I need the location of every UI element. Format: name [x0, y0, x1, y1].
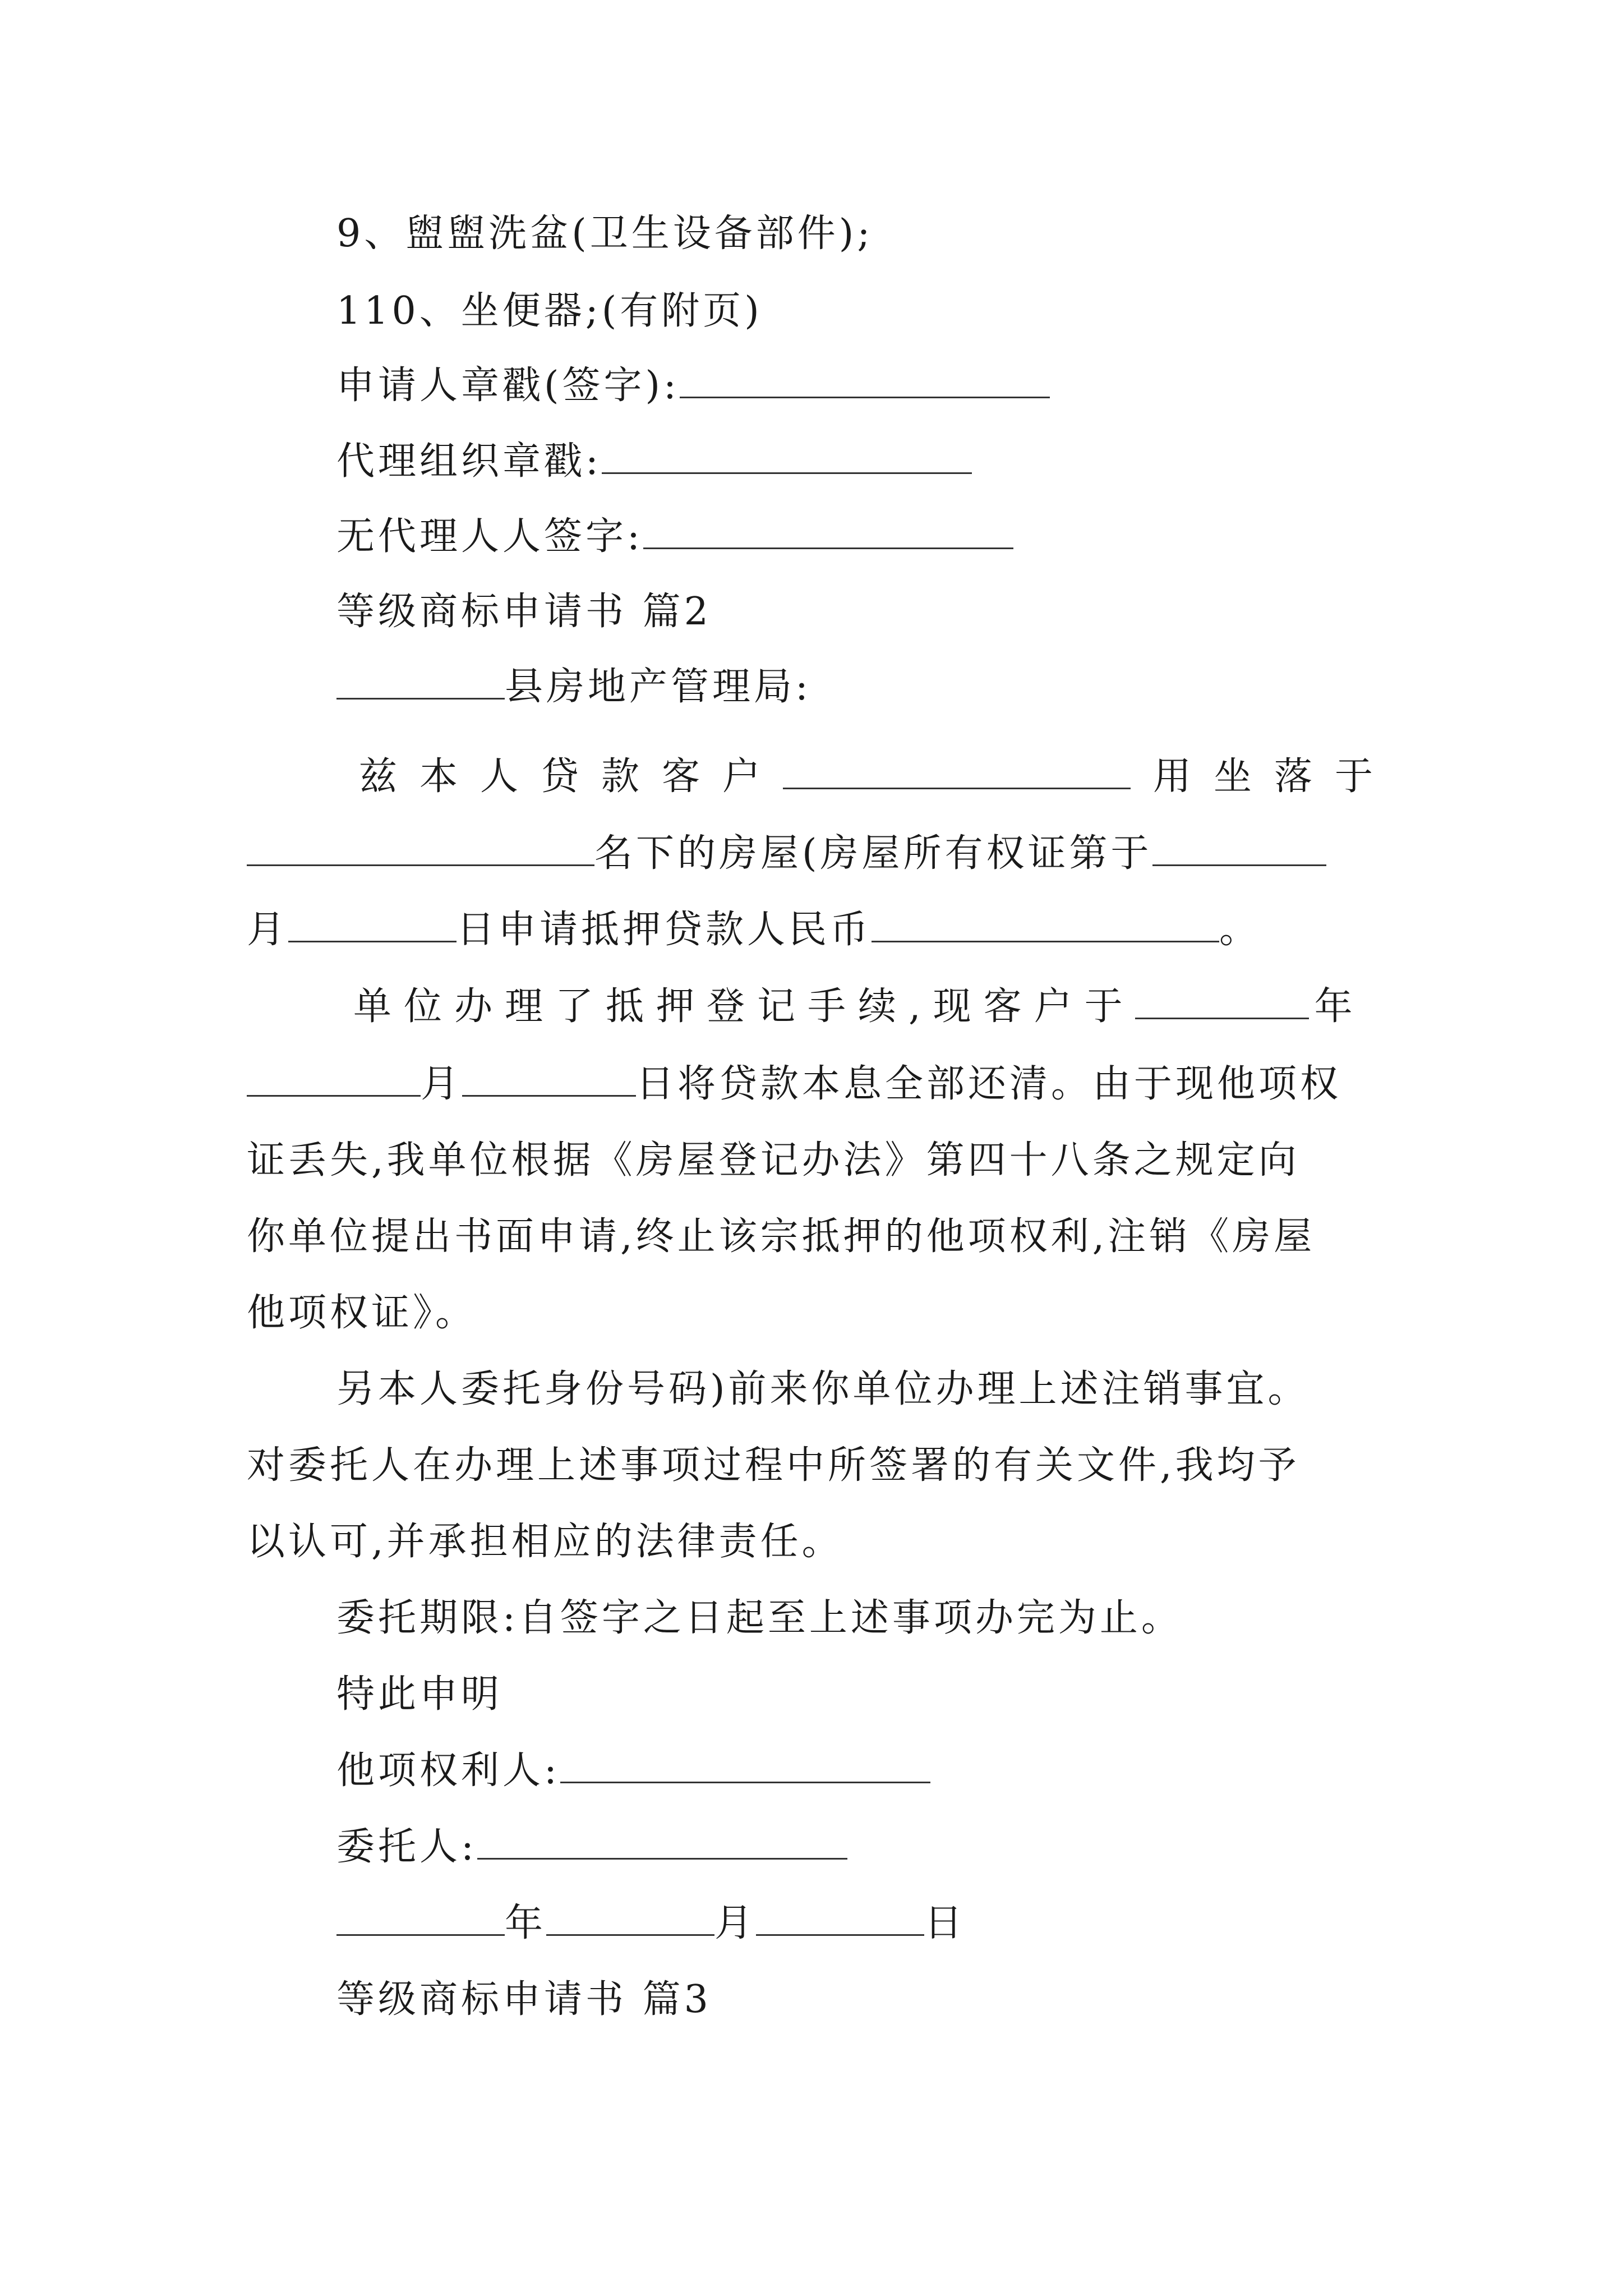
para2-line5: 他项权证》。: [247, 1291, 477, 1335]
para2-text-a: 单位办理了抵押登记手续,现客户于: [353, 984, 1135, 1029]
year-blank-1: [1135, 985, 1309, 1019]
applicant-seal-label: 申请人章戳(签字):: [336, 364, 680, 408]
declare-line: 特此申明: [336, 1672, 503, 1717]
para3-line2: 对委托人在办理上述事项过程中所签署的有关文件,我均予: [247, 1443, 1300, 1488]
day-blank-3: [756, 1902, 924, 1936]
para1-line2: [247, 829, 1326, 879]
month-blank-3: [546, 1902, 714, 1936]
entrustor-label: 委托人:: [336, 1825, 477, 1869]
para2-line2: [247, 1059, 1341, 1110]
applicant-seal-line: [336, 361, 1050, 411]
para1-text-a: 兹本人贷款客户: [359, 754, 783, 799]
location-blank: [247, 832, 594, 866]
entrustor-blank: [477, 1825, 847, 1860]
agency-seal-line: [336, 436, 972, 487]
applicant-seal-blank: [680, 364, 1050, 398]
section-heading-3: 等级商标申请书 篇3: [336, 1977, 712, 2022]
agency-seal-label: 代理组织章戳:: [336, 439, 602, 484]
para1-line3: [247, 905, 1261, 955]
right-holder-blank: [560, 1749, 930, 1783]
month-blank-2: [247, 1062, 421, 1097]
para1-text-f: 。: [1219, 908, 1261, 952]
para3-line1: 另本人委托身份号码)前来你单位办理上述注销事宜。: [336, 1367, 1310, 1411]
date-day-label: 日: [924, 1901, 966, 1945]
no-agent-sign-label: 无代理人人签字:: [336, 514, 643, 559]
item-110: 110、坐便器;(有附页): [336, 289, 763, 333]
bureau-label: 县房地产管理局:: [505, 665, 811, 709]
para2-line1: [353, 982, 1356, 1032]
no-agent-sign-line: [336, 512, 1013, 562]
para2-text-b: 年: [1314, 984, 1356, 1029]
section-heading-2: 等级商标申请书 篇2: [336, 590, 712, 634]
bureau-line: [336, 662, 811, 712]
para1-text-d: 月: [247, 908, 289, 952]
right-holder-line: [336, 1746, 930, 1796]
para2-line3: 证丢失,我单位根据《房屋登记办法》第四十八条之规定向: [247, 1138, 1300, 1182]
para1-text-b: 用坐落于: [1153, 754, 1396, 799]
agency-seal-blank: [602, 440, 972, 474]
entrustor-line: [336, 1822, 847, 1872]
customer-blank: [783, 755, 1131, 789]
year-blank-3: [336, 1902, 505, 1936]
item-9: 9、盥盥洗盆(卫生设备部件);: [336, 211, 874, 256]
para1-text-c: 名下的房屋(房屋所有权证第于: [594, 831, 1152, 876]
cert-no-blank: [1152, 832, 1326, 866]
date-line: [336, 1898, 966, 1949]
month-blank-1: [288, 908, 457, 942]
amount-blank: [872, 908, 1219, 942]
para3-line3: 以认可,并承担相应的法律责任。: [247, 1520, 843, 1564]
para1-text-e: 日申请抵押贷款人民币: [457, 908, 872, 952]
date-month-label: 月: [714, 1901, 757, 1945]
no-agent-sign-blank: [643, 515, 1013, 549]
para2-text-d: 日将贷款本息全部还清。由于现他项权: [636, 1062, 1342, 1106]
county-blank: [336, 665, 505, 700]
para1-line1: [359, 752, 1395, 802]
right-holder-label: 他项权利人:: [336, 1749, 560, 1793]
para2-text-c: 月: [421, 1062, 463, 1106]
term-line: 委托期限:自签字之日起至上述事项办完为止。: [336, 1596, 1183, 1640]
day-blank-2: [462, 1062, 636, 1097]
date-year-label: 年: [505, 1901, 547, 1945]
para2-line4: 你单位提出书面申请,终止该宗抵押的他项权利,注销《房屋: [247, 1214, 1316, 1259]
